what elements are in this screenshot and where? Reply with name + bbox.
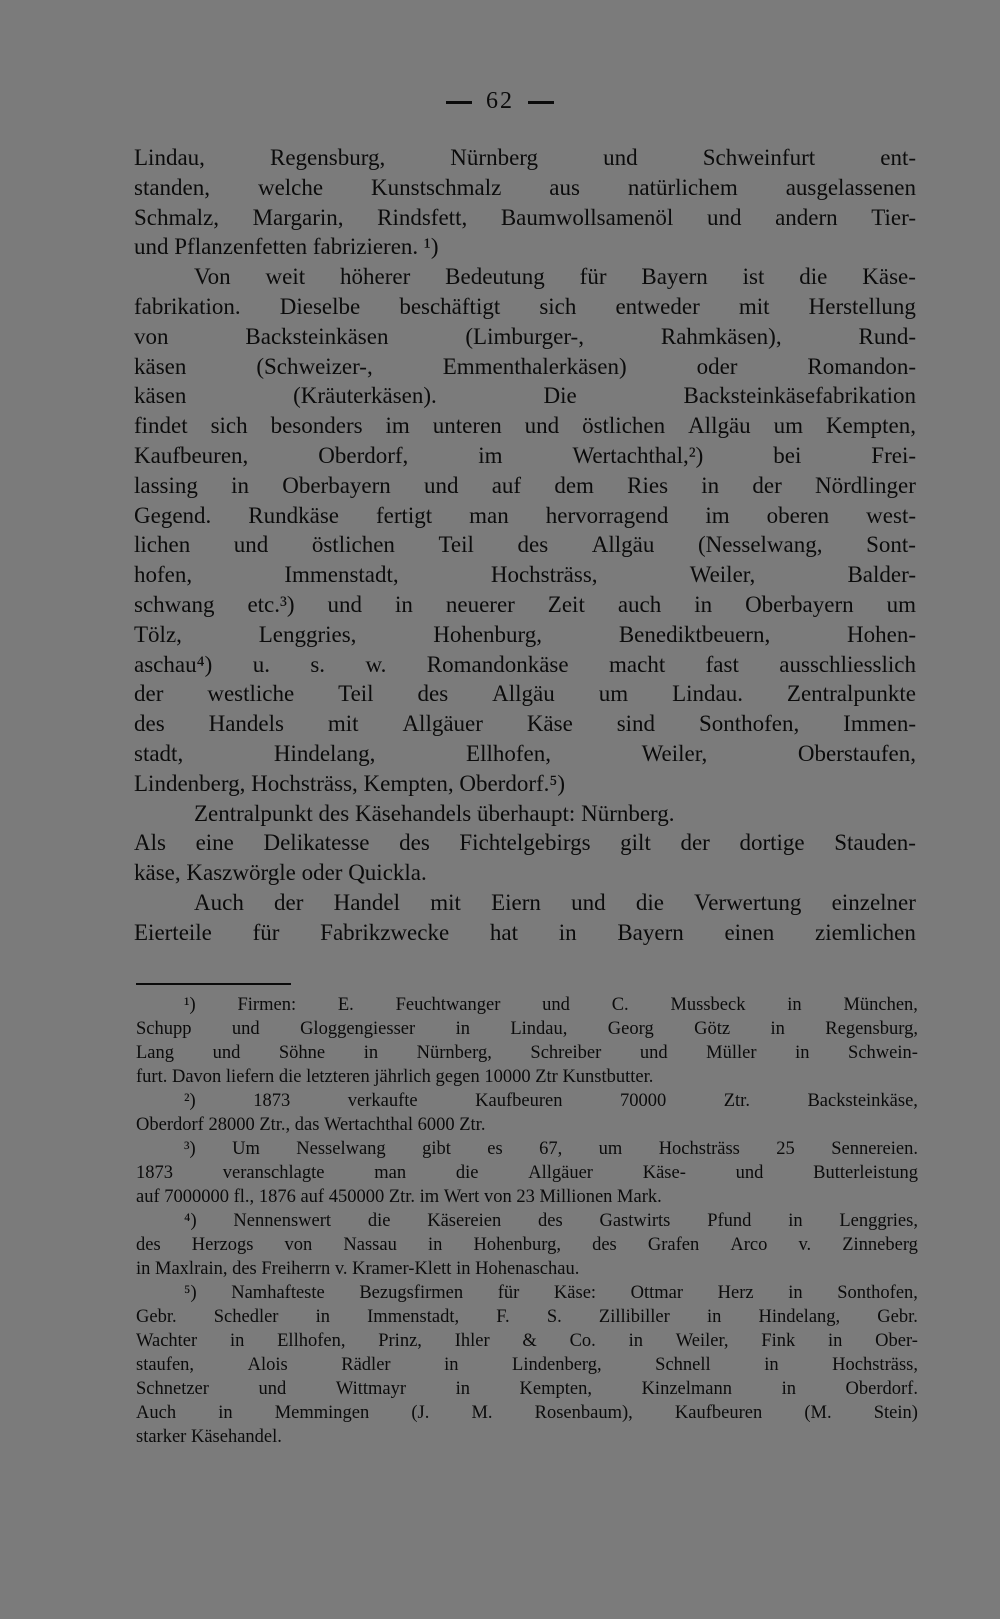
footnote-line: ¹) Firmen: E. Feuchtwanger und C. Mussbeck in München, xyxy=(184,995,918,1015)
footnote-line: Schupp und Gloggengiesser in Lindau, Georg Götz in Regensburg, xyxy=(136,1019,918,1039)
footnote-line: Gebr. Schedler in Immenstadt, F. S. Zillibiller in Hindelang, Gebr. xyxy=(136,1307,918,1327)
footnote-rule xyxy=(136,983,291,985)
text-line: der westliche Teil des Allgäu um Lindau. Zentralpunkte xyxy=(134,681,916,707)
text-line: Gegend. Rundkäse fertigt man hervorragend im oberen west- xyxy=(134,502,916,528)
text-line: Auch der Handel mit Eiern und die Verwertung einzelner xyxy=(194,889,916,915)
text-line: fabrikation. Dieselbe beschäftigt sich entweder mit Herstellung xyxy=(134,293,916,319)
text-line: stadt, Hindelang, Ellhofen, Weiler, Oberstaufen, xyxy=(134,740,916,766)
text-line: Lindenberg, Hochsträss, Kempten, Oberdorf.⁵) xyxy=(134,770,566,796)
text-line: Eierteile für Fabrikzwecke hat in Bayern einen ziemlichen xyxy=(134,919,916,945)
text-line: standen, welche Kunstschmalz aus natürlichem ausgelassenen xyxy=(134,174,916,200)
text-line: des Handels mit Allgäuer Käse sind Sonthofen, Immen- xyxy=(134,711,916,737)
text-line: käsen (Schweizer-, Emmenthalerkäsen) oder Romandon- xyxy=(134,353,916,379)
text-line: findet sich besonders im unteren und östlichen Allgäu um Kempten, xyxy=(134,413,916,439)
page-number-header xyxy=(0,88,1000,115)
text-line: und Pflanzenfetten fabrizieren. ¹) xyxy=(134,234,439,260)
footnote-line: Oberdorf 28000 Ztr., das Wertachthal 6000 Ztr. xyxy=(136,1115,486,1135)
text-line: Schmalz, Margarin, Rindsfett, Baumwollsamenöl und andern Tier- xyxy=(134,204,916,230)
footnote-line: starker Käsehandel. xyxy=(136,1427,282,1447)
text-line: käse, Kaszwörgle oder Quickla. xyxy=(134,860,427,886)
text-line: lichen und östlichen Teil des Allgäu (Nesselwang, Sont- xyxy=(134,532,916,558)
text-line: schwang etc.³) und in neuerer Zeit auch in Oberbayern um xyxy=(134,591,916,617)
page-number: 62 xyxy=(486,88,514,114)
footnote-line: auf 7000000 fl., 1876 auf 450000 Ztr. im Wert von 23 Millionen Mark. xyxy=(136,1187,662,1207)
footnote-line: ³) Um Nesselwang gibt es 67, um Hochsträss 25 Sennereien. xyxy=(184,1139,918,1159)
footnote-line: staufen, Alois Rädler in Lindenberg, Schnell in Hochsträss, xyxy=(136,1355,918,1375)
footnote-line: ²) 1873 verkaufte Kaufbeuren 70000 Ztr. Backsteinkäse, xyxy=(184,1091,918,1111)
footnote-line: Auch in Memmingen (J. M. Rosenbaum), Kaufbeuren (M. Stein) xyxy=(136,1403,918,1423)
text-line: Tölz, Lenggries, Hohenburg, Benediktbeuern, Hohen- xyxy=(134,621,916,647)
footnote-line: 1873 veranschlagte man die Allgäuer Käse- und Butterleistung xyxy=(136,1163,918,1183)
footnote-line: furt. Davon liefern die letzteren jährlich gegen 10000 Ztr Kunstbutter. xyxy=(136,1067,654,1087)
footnote-line: des Herzogs von Nassau in Hohenburg, des Grafen Arco v. Zinneberg xyxy=(136,1235,918,1255)
text-line: Lindau, Regensburg, Nürnberg und Schweinfurt ent- xyxy=(134,145,916,170)
text-line: Kaufbeuren, Oberdorf, im Wertachthal,²) bei Frei- xyxy=(134,442,916,468)
footnote-line: Schnetzer und Wittmayr in Kempten, Kinzelmann in Oberdorf. xyxy=(136,1379,918,1399)
text-line: von Backsteinkäsen (Limburger-, Rahmkäsen), Rund- xyxy=(134,323,916,349)
body-text xyxy=(134,143,916,948)
text-line: aschau⁴) u. s. w. Romandonkäse macht fast ausschliesslich xyxy=(134,651,916,677)
footnote-line: ⁴) Nennenswert die Käsereien des Gastwirts Pfund in Lenggries, xyxy=(184,1211,918,1231)
footnote-line: Wachter in Ellhofen, Prinz, Ihler & Co. in Weiler, Fink in Ober- xyxy=(136,1331,918,1351)
text-line: Als eine Delikatesse des Fichtelgebirgs gilt der dortige Stauden- xyxy=(134,830,916,856)
text-line: käsen (Kräuterkäsen). Die Backsteinkäsefabrikation xyxy=(134,383,916,409)
left-dash xyxy=(446,101,472,104)
footnote-line: in Maxlrain, des Freiherrn v. Kramer-Klett in Hohenaschau. xyxy=(136,1259,580,1279)
footnote-line: Lang und Söhne in Nürnberg, Schreiber und Müller in Schwein- xyxy=(136,1043,918,1063)
footnote-line: ⁵) Namhafteste Bezugsfirmen für Käse: Ottmar Herz in Sonthofen, xyxy=(184,1283,918,1303)
footnotes xyxy=(136,993,918,1449)
right-dash xyxy=(528,101,554,104)
text-line: Zentralpunkt des Käsehandels überhaupt: Nürnberg. xyxy=(194,800,675,826)
text-line: hofen, Immenstadt, Hochsträss, Weiler, Balder- xyxy=(134,562,916,588)
text-line: lassing in Oberbayern und auf dem Ries in der Nördlinger xyxy=(134,472,916,498)
text-line: Von weit höherer Bedeutung für Bayern ist die Käse- xyxy=(194,264,916,290)
